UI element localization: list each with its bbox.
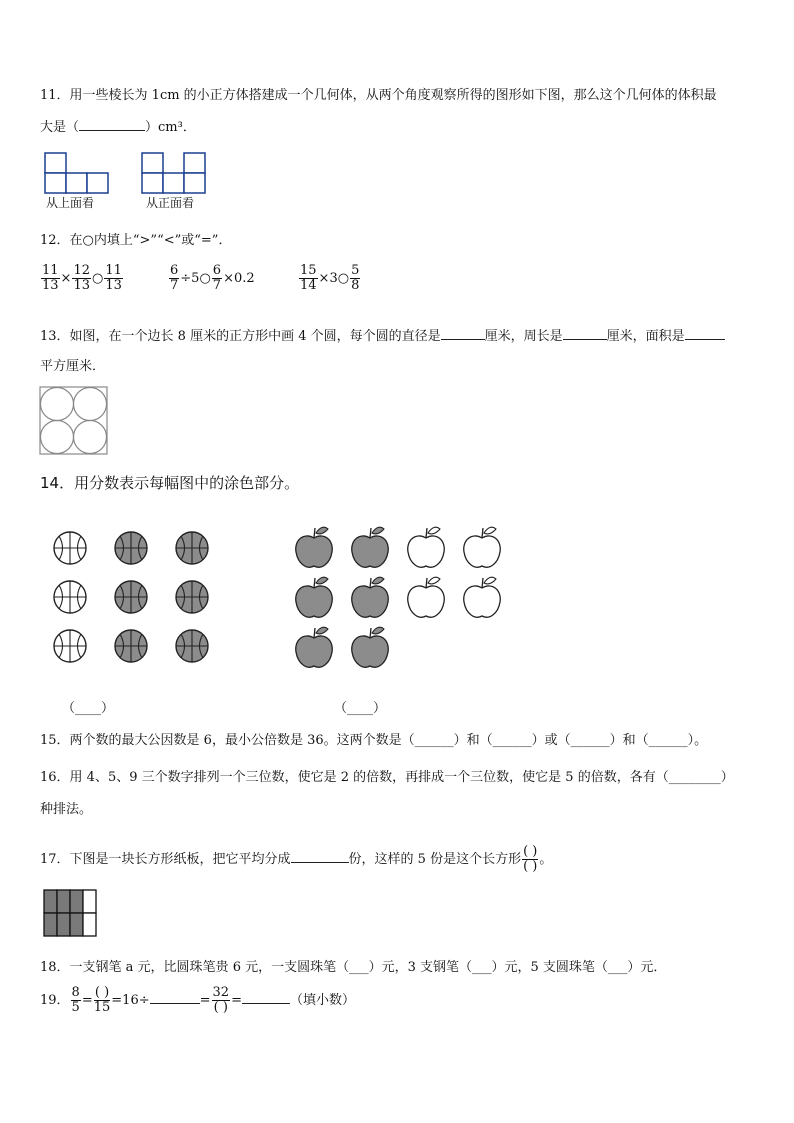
basketball-icon — [115, 532, 147, 564]
apple-icon — [352, 577, 389, 617]
q12-text: 12．在○内填上“>”“<”或“=”． — [40, 233, 232, 248]
q13-line2: 平方厘米． — [40, 359, 106, 374]
apple-icon — [352, 527, 389, 567]
q12-expr2: $\frac{6}{7}$ ÷5○ $\frac{6}{7}$ ×0.2 — [170, 263, 255, 293]
basketball-icon — [115, 581, 147, 613]
q19-blank-divisor[interactable] — [150, 991, 200, 1004]
q17-blank[interactable] — [291, 850, 349, 863]
q12-circle-3[interactable]: ×3○ — [318, 271, 350, 286]
rect-cell — [57, 913, 70, 936]
q11-pre: 大是（ — [40, 120, 80, 135]
basketball-icon — [54, 581, 86, 613]
q16-line2: 种排法。 — [40, 802, 93, 817]
q11-line2 — [40, 116, 196, 135]
q17-rectangle-figure — [42, 888, 100, 938]
apple-icon — [408, 577, 445, 617]
q14-answer-2[interactable]: （____） — [334, 701, 387, 716]
rect-cell — [57, 890, 70, 913]
apple-icon — [352, 627, 389, 667]
q17-fraction[interactable]: $\frac{( )}{( )}$ — [523, 844, 538, 874]
q12-circle-2[interactable]: ÷5○ — [180, 271, 211, 286]
q19-blank-decimal[interactable] — [242, 991, 290, 1004]
q13-blank-circumference[interactable] — [563, 327, 607, 340]
basketball-icon — [115, 630, 147, 662]
rect-cell — [83, 890, 96, 913]
basketball-icon — [54, 630, 86, 662]
q14-text: 14．用分数表示每幅图中的涂色部分。 — [40, 474, 300, 492]
rect-cell — [70, 890, 83, 913]
rect-cell — [70, 913, 83, 936]
q11-label-top: 从上面看 — [46, 196, 95, 210]
apple-icon — [296, 577, 333, 617]
apple-icon — [464, 577, 501, 617]
q19-blank-fraction-1[interactable]: $\frac{( )}{15}$ — [93, 985, 111, 1015]
basketball-icon — [176, 630, 208, 662]
q11-views-figure — [40, 148, 220, 196]
q14-answer-1[interactable]: （____） — [62, 701, 115, 716]
q16-line1: 16．用 4、5、9 三个数字排列一个三位数，使它是 2 的倍数，再排成一个三位数，使它是 5 的倍数，各有（________） — [40, 770, 734, 785]
basketball-icon — [176, 532, 208, 564]
basketball-icon — [54, 532, 86, 564]
q14-basketballs-figure — [48, 528, 218, 670]
q12-circle-1[interactable]: ○ — [92, 271, 104, 286]
apple-icon — [296, 627, 333, 667]
apple-icon — [296, 527, 333, 567]
q12-expr3: $\frac{15}{14}$ ×3○ $\frac{5}{8}$ — [300, 263, 360, 293]
rect-cell — [44, 890, 57, 913]
q11-label-front: 从正面看 — [146, 196, 195, 210]
q19-line: 19． $\frac{8}{5}$ = $\frac{( )}{15}$ =16÷ = $\frac{32}{( )}$ = （填小数） — [40, 985, 355, 1015]
apple-icon — [408, 527, 445, 567]
rect-cell — [83, 913, 96, 936]
q11-blank[interactable] — [79, 118, 145, 131]
q12-expr1: $\frac{11}{13}$ × $\frac{12}{13}$ ○ $\frac{11}{13}$ — [42, 263, 122, 293]
q18-text: 18．一支钢笔 a 元，比圆珠笔贵 6 元，一支圆珠笔（___）元，3 支钢笔（___）元，5 支圆珠笔（___）元． — [40, 960, 667, 975]
basketball-icon — [176, 581, 208, 613]
q17-line: 17．下图是一块长方形纸板，把它平均分成 份，这样的 5 份是这个长方形 $\frac{( )}{( )}$ 。 — [40, 844, 553, 874]
q11-post: ）cm³． — [145, 120, 196, 135]
q14-apples-figure — [290, 522, 510, 672]
q11-line1: 11．用一些棱长为 1cm 的小正方体搭建成一个几何体，从两个角度观察所得的图形如下图，那么这个几何体的体积最 — [40, 88, 717, 103]
q13-blank-diameter[interactable] — [441, 327, 485, 340]
q13-blank-area[interactable] — [685, 327, 725, 340]
q13-line1: 13．如图，在一个边长 8 厘米的正方形中画 4 个圆，每个圆的直径是 厘米，周长是 厘米，面积是 — [40, 325, 725, 344]
apple-icon — [464, 527, 501, 567]
q13-square-circles-figure — [39, 386, 109, 456]
q15-text: 15．两个数的最大公因数是 6，最小公倍数是 36。这两个数是（______）和（______）或（______）和（______）。 — [40, 733, 708, 748]
q19-blank-fraction-2[interactable]: $\frac{32}{( )}$ — [212, 985, 230, 1015]
rect-cell — [44, 913, 57, 936]
